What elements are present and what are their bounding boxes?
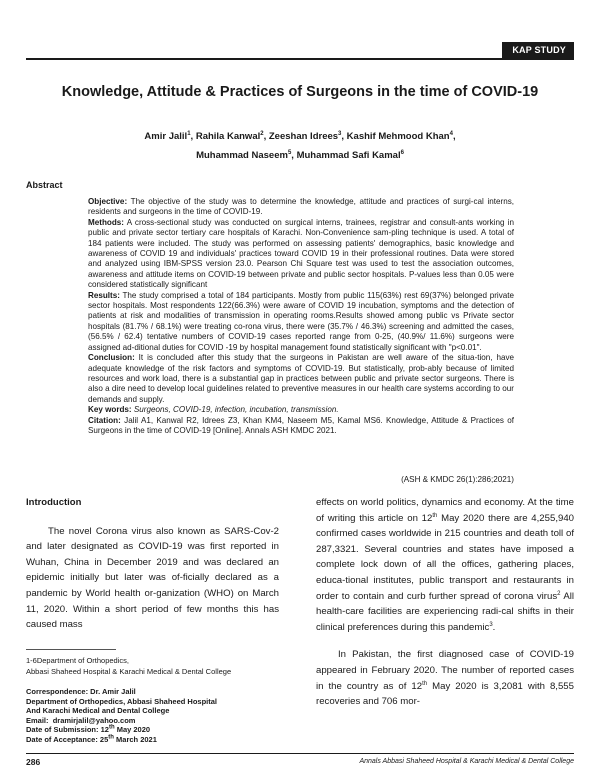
abstract-citation: Citation: Jalil A1, Kanwal R2, Idrees Z3, Khan KM4, Naseem M5, Kamal MS6. Knowledge, Attitude & Practices of Surgeons in the time of COVID-19 [Online]. Annals ASH KMDC 2021.	[88, 415, 514, 435]
journal-footer: Annals Abbasi Shaheed Hospital & Karachi Medical & Dental College	[359, 758, 574, 765]
author-name: Rahila Kanwal	[195, 131, 261, 142]
author-name: Muhammad Naseem	[196, 150, 288, 161]
author-name: Zeeshan Idrees	[268, 131, 339, 142]
article-type-badge: KAP STUDY	[502, 42, 574, 58]
journal-citation-reference: (ASH & KMDC 26(1):286;2021)	[401, 475, 514, 484]
introduction-paragraph: The novel Corona virus also known as SARS-Cov-2 and later designated as COVID-19 was first reported in Wuhan, China in December 2019 and was declared an epidemic initially but later was of-ficially declared as a pandemic by World health or-ganization (WHO) on March 11, 2020. Within a short period of few months this has caused mass	[26, 525, 279, 631]
page-number: 286	[26, 757, 41, 767]
right-column	[316, 495, 574, 710]
abstract-results: Results: The study comprised a total of 184 participants. Mostly from public 115(63%) rest 69(37%) belonged private sector hospitals. Most respondents 122(66.3%) were aware of COVID 19 incubation, symptoms and the detection of patients at risk and modalities of transmission in operating rooms.Results showed among public vs Private sector hospitals (81.7% / 68.1%) were treating co-rona virus, there were (35.7% / 46.3%) screening and admitted the cases, (56.5% / 62.4) tentative numbers of COVID-19 cases reported range from 0-25, (40.9%/ 11.6%) surgeons were assigned ad-ditional duties for COVID -19 by hospital management found statistically significant with "p<0.01".	[88, 290, 514, 352]
article-title: Knowledge, Attitude & Practices of Surgeons in the time of COVID-19	[61, 84, 539, 100]
email-link[interactable]: dramirjalil@yahoo.com	[52, 715, 136, 725]
body-paragraph: effects on world politics, dynamics and economy. At the time of writing this article on 12th May 2020 there are 4,255,940 confirmed cases worldwide in 215 countries and death toll of 287,3321. Several countries and states have imposed a complete lock down of all the offices, gathering places, educa-tional institutes, public transport and restaurants in order to contain and curb further spread of corona virus$^2$ All health-care facilities are experiencing radi-cal shifts in their clinical preferences during this pandemic$^3$.	[316, 497, 574, 633]
footer-rule	[26, 753, 574, 754]
abstract-body	[88, 197, 514, 436]
author-affiliation: 1-6Department of Orthopedics, Abbasi Shaheed Hospital & Karachi Medical & Dental College	[26, 656, 232, 676]
left-column	[26, 495, 279, 633]
introduction-heading: Introduction	[26, 497, 82, 508]
author-name: Kashif Mehmood Khan	[346, 131, 450, 142]
abstract-keywords: Key words: Surgeons, COVID-19, infection, incubation, transmission.	[88, 405, 339, 415]
abstract-heading: Abstract	[26, 180, 63, 190]
abstract-methods: Methods: A cross-sectional study was conducted on surgical interns, trainees, registrar and consult-ants working in public and private sector tertiary care hospitals of Karachi. Non-Convenience sam-pling technique is used. A total of 184 patients were included. The study was performed on assessing patients' demographics, basic knowledge and awareness of COVID 19 and individuals' practices toward COVID 19 in their professional routines. Data were stored and analyzed using IBM-SPSS version 23.0. Pearson Chi Square test was used to test the association outcomes, awareness and attitude items on COVID-19 between private and public sector hospitals. P-values less than 0.05 were considered statistically significant	[88, 217, 514, 290]
abstract-objective: Objective: The objective of the study was to determine the knowledge, attitude and practices of surgi-cal interns, residents and surgeons in the time of COVID-19.	[88, 197, 515, 217]
author-list: Amir Jalil$^1$, Rahila Kanwal$^2$, Zeeshan Idrees$^3$, Kashif Mehmood Khan$^4$, Muhammad Naseem$^5$, Muhammad Safi Kamal$^6$	[144, 130, 456, 161]
footnote-rule	[26, 649, 116, 650]
abstract-conclusion: Conclusion: It is concluded after this study that the surgeons in Pakistan are well aware of the situa-tion, have adequate knowledge of the risk factors and symptoms of COVID-19. But statistically, prob-ably because of limited resources and work load, there is a substantial gap in practices between public and private sector surgeons. There is also a dire need to develop local guidelines related to preventive measures in our health care systems according to our demands and supply.	[88, 353, 515, 404]
author-name: Muhammad Safi Kamal	[296, 150, 401, 161]
header-rule	[26, 58, 574, 60]
author-name: Amir Jalil	[144, 131, 188, 142]
correspondence-block: Correspondence: Dr. Amir Jalil Department of Orthopedics, Abbasi Shaheed Hospital And Karachi Medical and Dental College Email: dramirjalil@yahoo.com Date of Submission: 12th May 2020 Date of Acceptance: 25th March 2021	[26, 687, 218, 744]
body-paragraph: In Pakistan, the first diagnosed case of COVID-19 appeared in February 2020. The number of reported cases in the country as of 12th May 2020 is 3,2081 with 8,555 recoveries and 706 mor-	[316, 649, 574, 708]
